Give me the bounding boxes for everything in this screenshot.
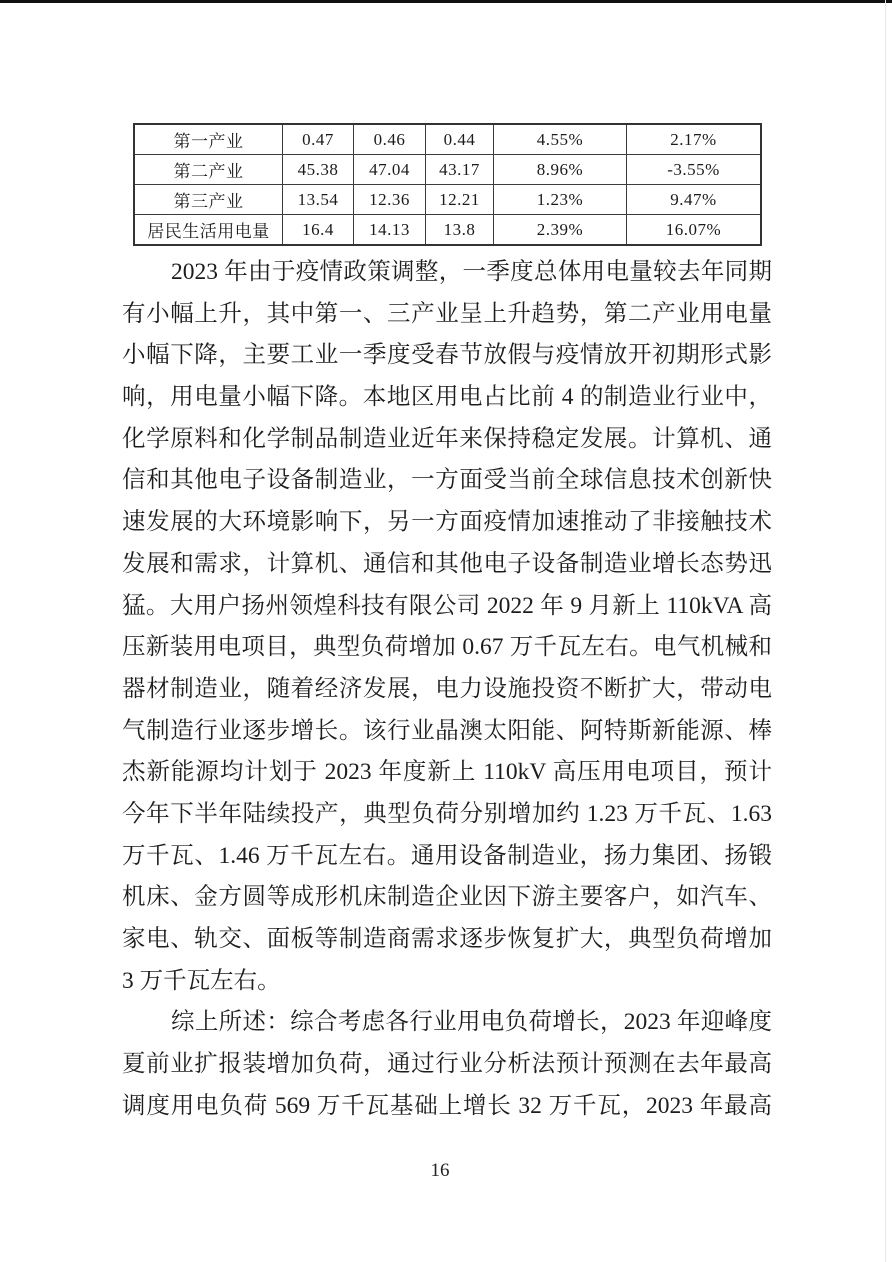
body-line: 机床、金方圆等成形机床制造企业因下游主要客户，如汽车、: [122, 884, 772, 911]
body-line: 化学原料和化学制品制造业近年来保持稳定发展。计算机、通: [122, 425, 772, 452]
table-cell: 第二产业: [134, 155, 283, 185]
body-line: 器材制造业，随着经济发展，电力设施投资不断扩大，带动电: [122, 675, 772, 702]
table-cell: 47.04: [354, 155, 426, 185]
table-cell: 4.55%: [494, 124, 627, 155]
body-line: 今年下半年陆续投产，典型负荷分别增加约 1.23 万千瓦、1.63: [122, 800, 772, 827]
table-cell: 13.54: [283, 185, 354, 215]
table-cell: 1.23%: [494, 185, 627, 215]
body-line: 3 万千瓦左右。: [122, 967, 281, 994]
table-cell: 43.17: [426, 155, 494, 185]
body-line: 小幅下降，主要工业一季度受春节放假与疫情放开初期形式影: [122, 342, 772, 369]
table-cell: 0.44: [426, 124, 494, 155]
table-cell: 16.07%: [627, 215, 762, 246]
table-cell: 0.47: [283, 124, 354, 155]
table-cell: 45.38: [283, 155, 354, 185]
table-row: [134, 185, 761, 215]
scan-top-edge: [0, 0, 892, 3]
body-line: 猛。大用户扬州领煌科技有限公司 2022 年 9 月新上 110kVA 高: [122, 592, 772, 619]
body-line: 气制造行业逐步增长。该行业晶澳太阳能、阿特斯新能源、棒: [122, 717, 772, 744]
table-cell: 14.13: [354, 215, 426, 246]
table-cell: 13.8: [426, 215, 494, 246]
body-line: 综上所述：综合考虑各行业用电负荷增长，2023 年迎峰度: [171, 1009, 772, 1036]
body-line: 2023 年由于疫情政策调整，一季度总体用电量较去年同期: [171, 259, 772, 285]
table-row: [134, 215, 761, 246]
body-line: 夏前业扩报装增加负荷，通过行业分析法预计预测在去年最高: [122, 1051, 772, 1078]
scan-right-edge: [885, 0, 886, 1262]
table-cell: 2.39%: [494, 215, 627, 246]
body-line: 速发展的大环境影响下，另一方面疫情加速推动了非接触技术: [122, 509, 772, 536]
body-line: 家电、轨交、面板等制造商需求逐步恢复扩大，典型负荷增加: [122, 926, 772, 952]
table-cell: -3.55%: [627, 155, 762, 185]
table-cell: 12.21: [426, 185, 494, 215]
table-cell: 居民生活用电量: [134, 215, 283, 246]
electricity-consumption-table: [133, 123, 762, 246]
table-cell: 8.96%: [494, 155, 627, 185]
body-line: 响，用电量小幅下降。本地区用电占比前 4 的制造业行业中，: [122, 384, 772, 411]
body-line: 万千瓦、1.46 万千瓦左右。通用设备制造业，扬力集团、扬锻: [122, 842, 772, 869]
table-row: [134, 124, 761, 155]
body-line: 调度用电负荷 569 万千瓦基础上增长 32 万千瓦，2023 年最高: [122, 1092, 772, 1119]
table-cell: 2.17%: [627, 124, 762, 155]
body-line: 发展和需求，计算机、通信和其他电子设备制造业增长态势迅: [122, 550, 772, 577]
table-cell: 16.4: [283, 215, 354, 246]
body-line: 信和其他电子设备制造业，一方面受当前全球信息技术创新快: [122, 467, 772, 494]
body-line: 有小幅上升，其中第一、三产业呈上升趋势，第二产业用电量: [122, 300, 772, 327]
table-cell: 12.36: [354, 185, 426, 215]
document-body: [122, 252, 772, 1127]
table-cell: 第一产业: [134, 124, 283, 155]
table-cell: 0.46: [354, 124, 426, 155]
page-number: 16: [430, 1160, 450, 1181]
table-cell: 第三产业: [134, 185, 283, 215]
table-row: [134, 155, 761, 185]
body-line: 杰新能源均计划于 2023 年度新上 110kV 高压用电项目，预计: [122, 759, 772, 786]
body-line: 压新装用电项目，典型负荷增加 0.67 万千瓦左右。电气机械和: [122, 634, 772, 661]
table-cell: 9.47%: [627, 185, 762, 215]
